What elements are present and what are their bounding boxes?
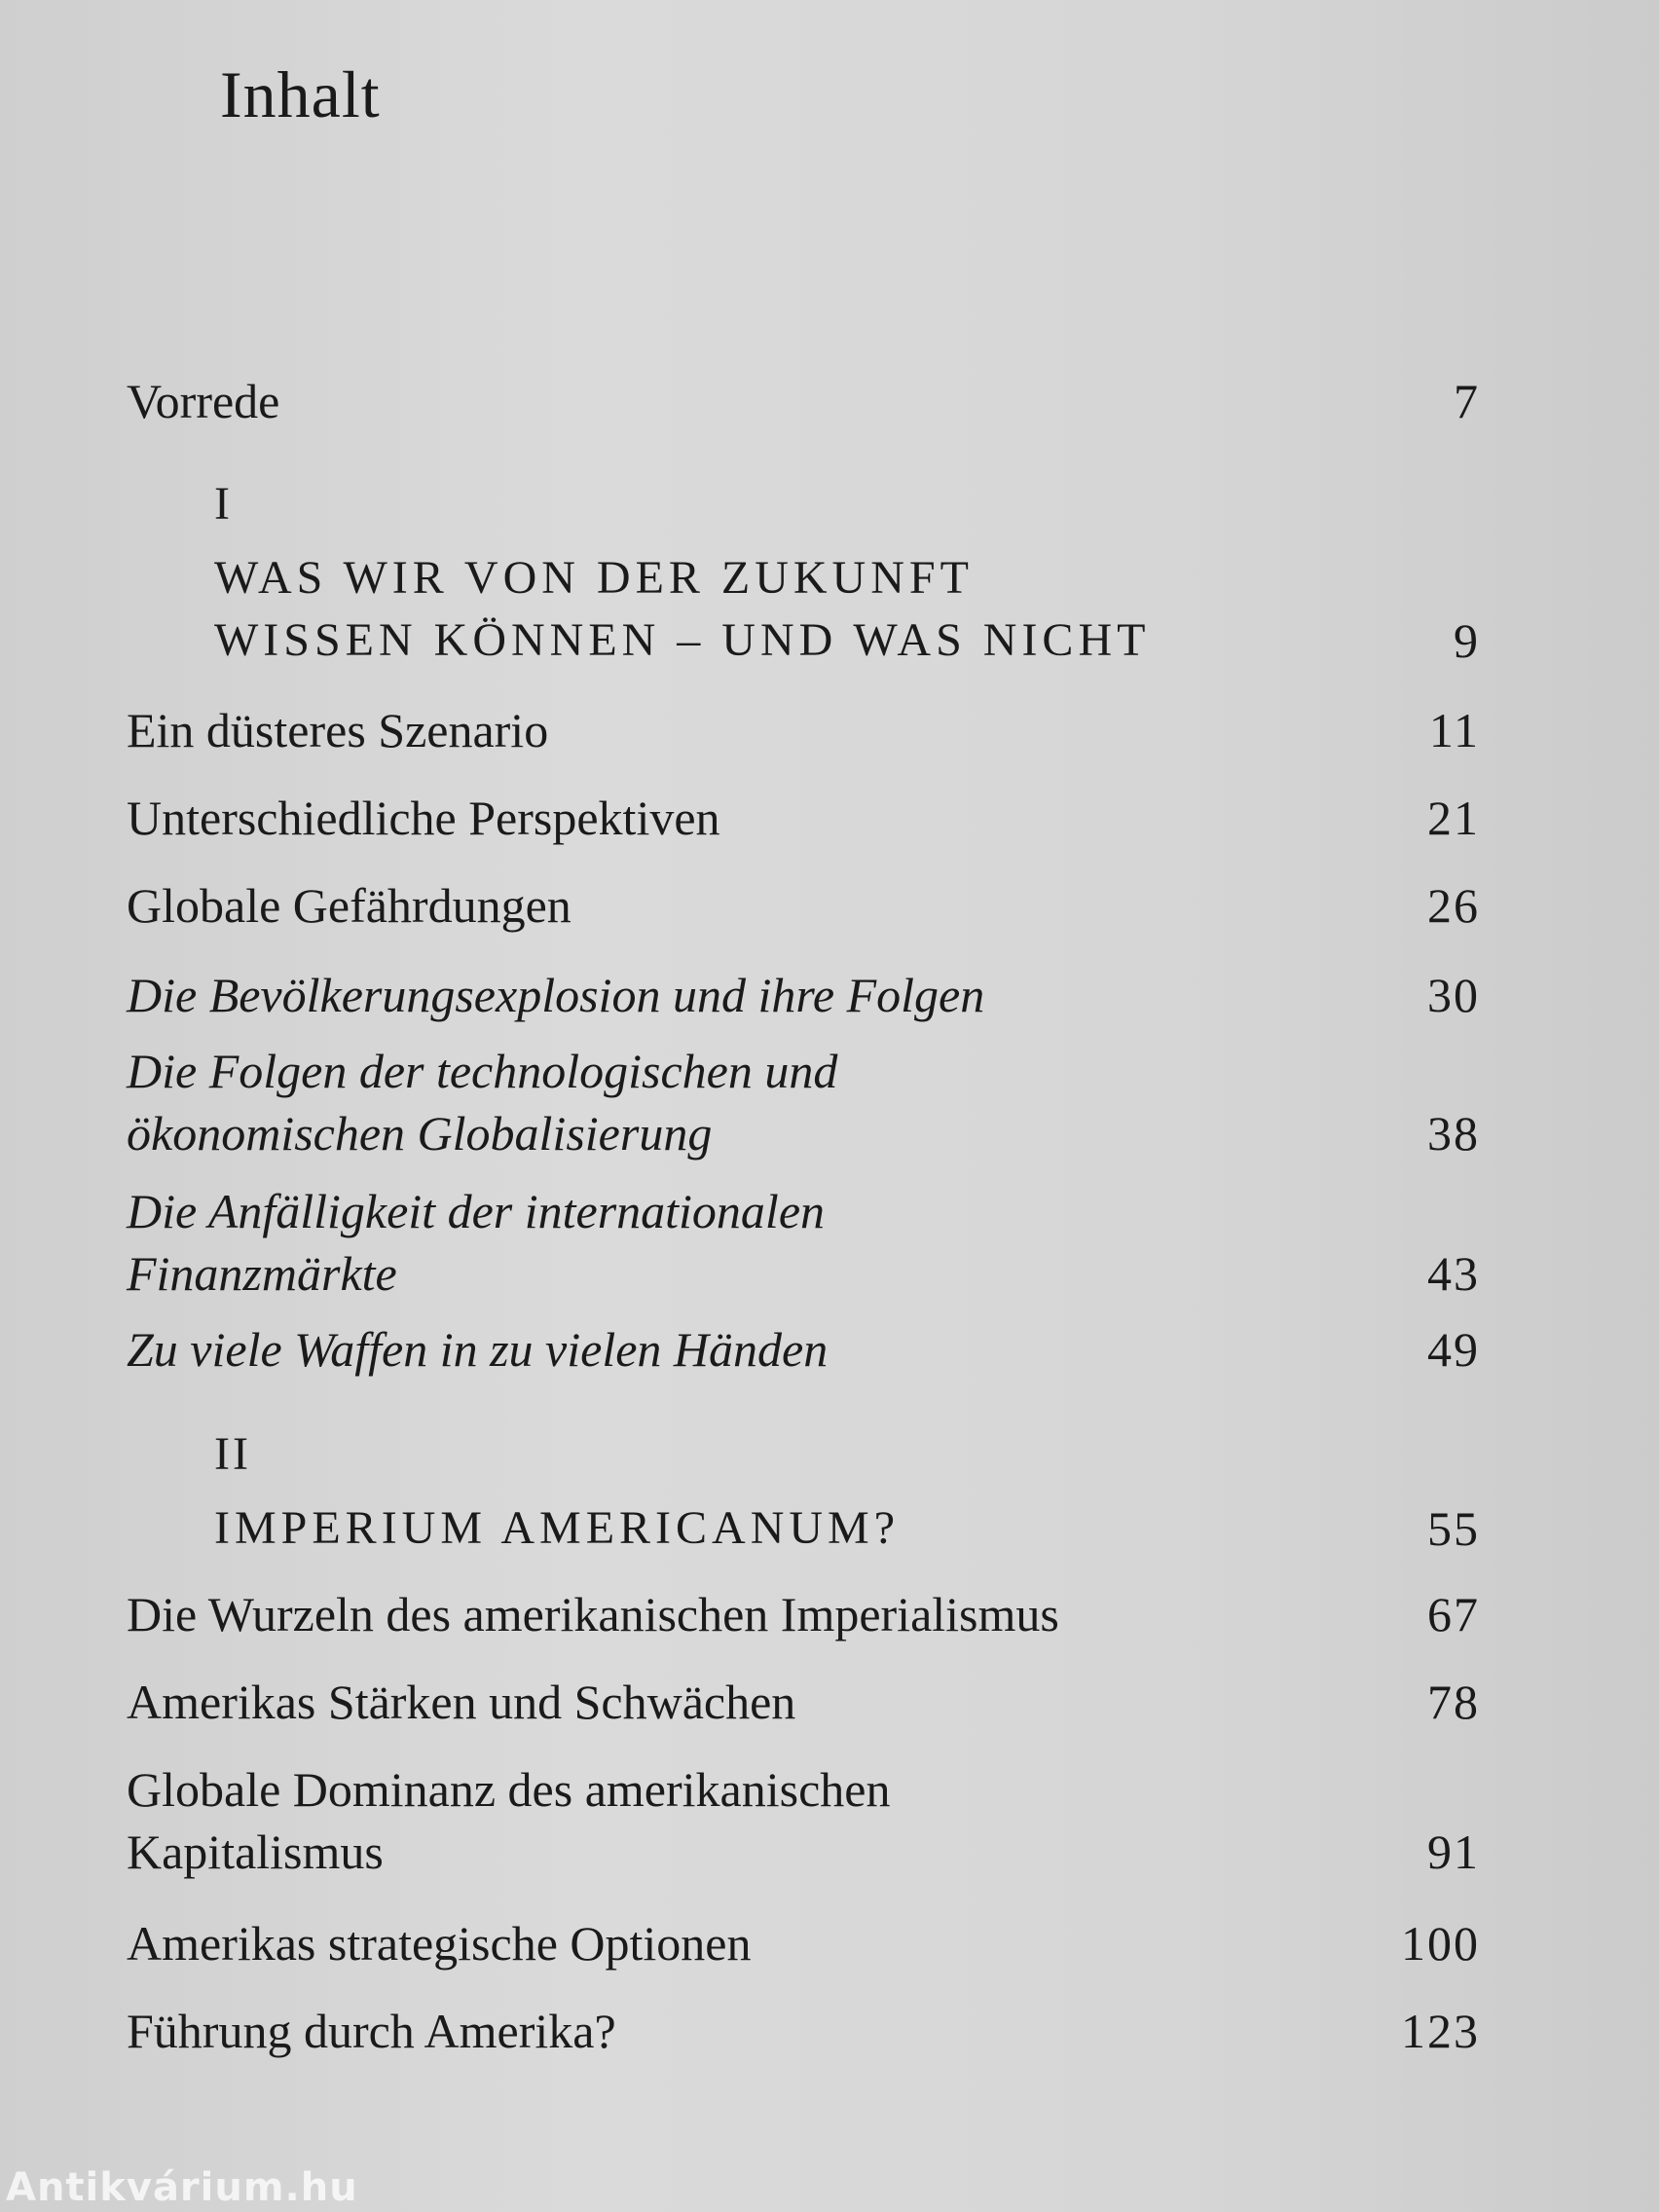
page-title: Inhalt bbox=[220, 57, 381, 131]
toc-entry-label bbox=[127, 1040, 837, 1164]
toc-entry-label: Die Bevölkerungsexplosion und ihre Folgen bbox=[127, 968, 985, 1022]
toc-entry-preface bbox=[127, 370, 1480, 432]
toc-page-number: 26 bbox=[1427, 878, 1480, 933]
toc-page-number: 55 bbox=[1427, 1501, 1480, 1556]
toc-page-number: 49 bbox=[1427, 1322, 1480, 1377]
part-title-line: WISSEN KÖNNEN – UND WAS NICHT bbox=[214, 614, 1151, 666]
toc-page-number: 9 bbox=[1454, 613, 1480, 668]
toc-entry-label: Ein düsteres Szenario bbox=[127, 703, 549, 757]
toc-page-number: 91 bbox=[1427, 1825, 1480, 1879]
watermark-text: Antikvárium.hu bbox=[6, 2165, 358, 2210]
toc-page-number: 43 bbox=[1427, 1246, 1480, 1301]
toc-entry-label: Vorrede bbox=[127, 374, 280, 428]
toc-page-number: 123 bbox=[1401, 2004, 1480, 2058]
toc-page-number: 11 bbox=[1428, 703, 1480, 757]
part-title-line: WAS WIR VON DER ZUKUNFT bbox=[214, 552, 974, 604]
toc-page-number: 7 bbox=[1454, 374, 1480, 428]
toc-entry bbox=[127, 699, 1480, 761]
toc-entry-label-line: Globale Dominanz des amerikanischen bbox=[127, 1762, 891, 1817]
toc-page-number: 30 bbox=[1427, 968, 1480, 1022]
part-title bbox=[214, 547, 1480, 672]
toc-entry bbox=[127, 787, 1480, 849]
toc-entry-label: Führung durch Amerika? bbox=[127, 2004, 616, 2058]
toc-entry-label-line: Finanzmärkte bbox=[127, 1246, 397, 1301]
toc-entry bbox=[127, 1040, 1480, 1164]
toc-entry-label: Amerikas Stärken und Schwächen bbox=[127, 1675, 796, 1729]
toc-entry-label-line: Die Folgen der technologischen und bbox=[127, 1044, 838, 1098]
toc-entry-label: Globale Gefährdungen bbox=[127, 878, 571, 933]
toc-page-number: 78 bbox=[1427, 1675, 1480, 1729]
toc-entry-label: Unterschiedliche Perspektiven bbox=[127, 791, 720, 845]
part-numeral: II bbox=[214, 1428, 251, 1480]
toc-entry bbox=[127, 1583, 1480, 1645]
part-title-line: IMPERIUM AMERICANUM? bbox=[214, 1502, 901, 1554]
toc-entry-label: Amerikas strategische Optionen bbox=[127, 1916, 752, 1971]
toc-entry bbox=[127, 1180, 1480, 1305]
toc-entry-label: Die Wurzeln des amerikanischen Imperialismus bbox=[127, 1587, 1059, 1641]
part-numeral: I bbox=[214, 478, 233, 530]
toc-page-number: 38 bbox=[1427, 1106, 1480, 1161]
toc-entry bbox=[127, 874, 1480, 937]
toc-entry bbox=[127, 2000, 1480, 2062]
toc-entry bbox=[127, 1912, 1480, 1974]
toc-page-number: 100 bbox=[1401, 1916, 1480, 1971]
toc-entry-label bbox=[127, 1758, 890, 1883]
toc-entry-label-line: Kapitalismus bbox=[127, 1825, 384, 1879]
toc-entry bbox=[127, 1318, 1480, 1381]
toc-page-number: 67 bbox=[1427, 1587, 1480, 1641]
part-title bbox=[214, 1497, 1480, 1560]
toc-page-number: 21 bbox=[1427, 791, 1480, 845]
toc-entry bbox=[127, 1758, 1480, 1883]
toc-entry bbox=[127, 964, 1480, 1026]
toc-entry-label-line: Die Anfälligkeit der internationalen bbox=[127, 1184, 826, 1238]
toc-entry-label: Zu viele Waffen in zu vielen Händen bbox=[127, 1322, 829, 1377]
toc-entry-label bbox=[127, 1180, 825, 1305]
toc-entry bbox=[127, 1671, 1480, 1733]
toc-entry-label-line: ökonomischen Globalisierung bbox=[127, 1106, 713, 1161]
